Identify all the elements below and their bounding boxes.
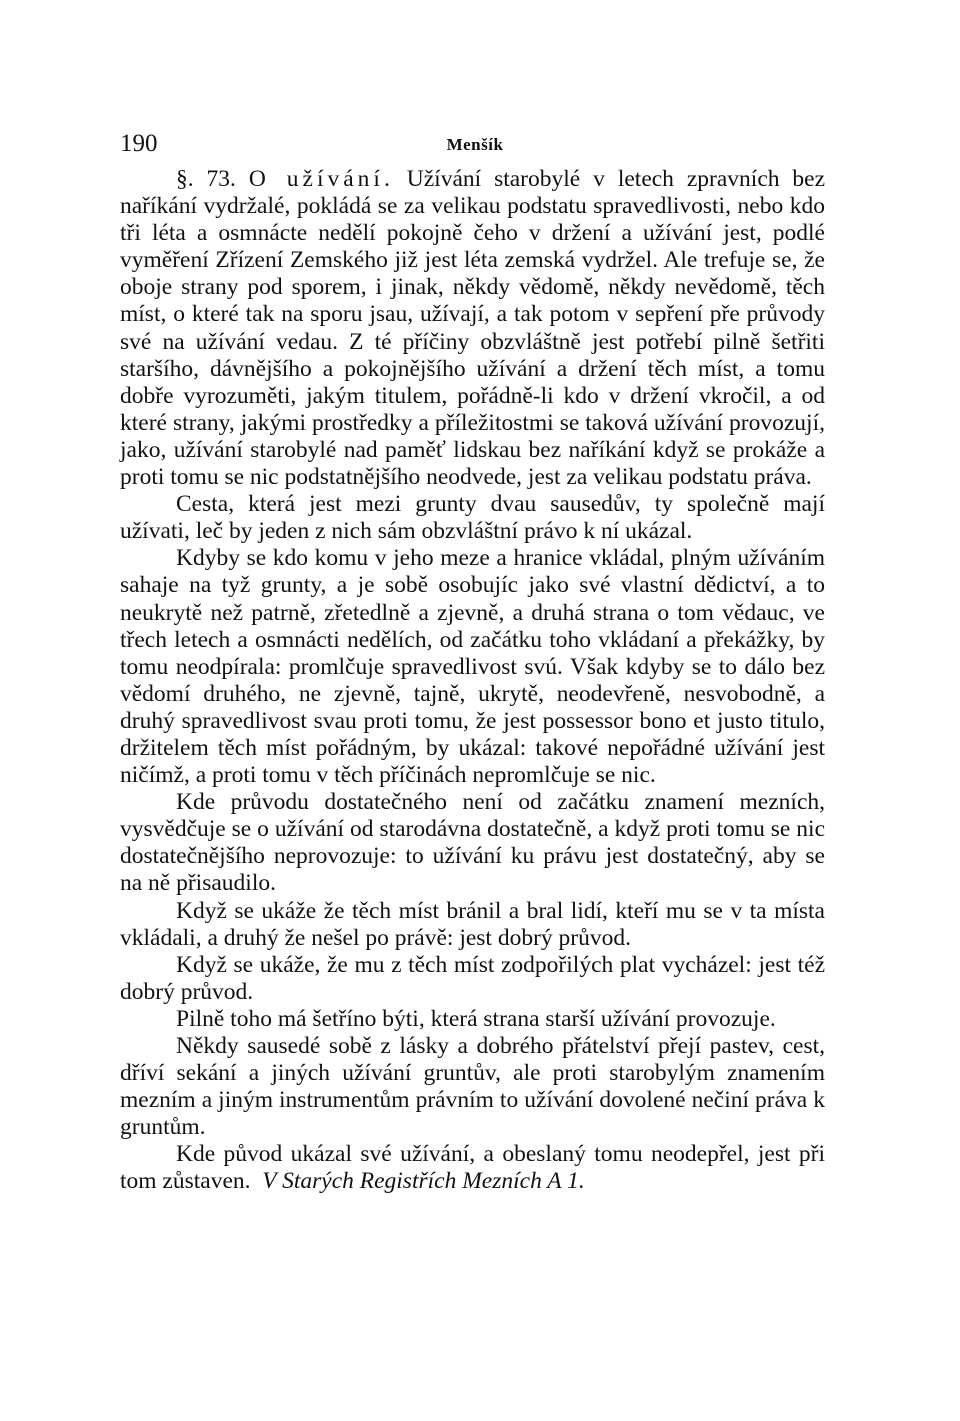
paragraph: Někdy sausedé sobě z lásky a dobrého přátelství přejí pastev, cest, dříví sekání a jiných užívání gruntův, ale proti starobylým znamením mezním a jiným instrumentům právním to užívání dovolené nečiní práva k gruntům.: [120, 1033, 825, 1141]
paragraph: Cesta, která jest mezi grunty dvau sausedův, ty společně mají užívati, leč by jeden z nich sám obzvláštní právo k ní ukázal.: [120, 491, 825, 545]
running-head: Menšík: [446, 135, 504, 154]
body-text: [120, 166, 825, 1196]
paragraph: Kdyby se kdo komu v jeho meze a hranice vkládal, plným užíváním sahaje na tyž grunty, a je sobě osobujíc jako své vlastní dědictví, a to neukrytě než patrně, zřetedlně a zjevně, a druhá strana o tom vědauc, ve třech letech a osmnácti nedělích, od začátku toho vkládaní a překážky, by tomu neodpírala: promlčuje spravedlivost svú. Však kdyby se to dálo bez vědomí druhého, ne zjevně, tajně, ukrytě, neodevřeně, nesvobodně, a druhý spravedlivost svau proti tomu, že jest possessor bono et justo titulo, držitelem těch míst pořádným, by ukázal: takové nepořádné užívání jest ničímž, a proti tomu v těch příčinách nepromlčuje se nic.: [120, 545, 825, 789]
paragraph: Když se ukáže že těch míst bránil a bral lidí, kteří mu se v ta místa vkládali, a druhý že nešel po právě: jest dobrý průvod.: [120, 897, 825, 951]
source-citation: V Starých Registřích Mezních A 1.: [262, 1168, 585, 1195]
paragraph: Pilně toho má šetříno býti, která strana starší užívání provozuje.: [176, 1005, 776, 1032]
paragraph: Když se ukáže, že mu z těch míst zodpořilých plat vycházel: jest též dobrý průvod.: [120, 951, 825, 1005]
page-number: 190: [120, 130, 158, 157]
final-paragraph: [120, 1141, 825, 1195]
page-header: [120, 128, 830, 160]
paragraph: Kde průvodu dostatečného není od začátku znamení mezních, vysvědčuje se o užívání od starodávna dostatečně, a když proti tomu se nic dostatečnějšího neprovozuje: to užívání ku právu jest dostatečný, aby se na ně přisaudilo.: [120, 789, 825, 897]
section-marker: §. 73.: [176, 166, 236, 192]
final-paragraph-text: Kde původ ukázal své užívání, a obeslaný tomu neodepřel, jest při tom zůstaven.: [120, 1141, 825, 1195]
section-title: O užívání.: [248, 166, 394, 192]
section-lead-text: Užívání starobylé v letech zpravních bez naříkání vydržalé, pokládá se za velikau podstatu spravedlivosti, nebo kdo tři léta a osmnácte nedělí pokojně čeho v držení a užívání jest, podlé vyměření Zřízení Zemského již jest léta zemská vydržel. Ale trefuje se, že oboje strany pod sporem, i jinak, někdy vědomě, někdy nevědomě, těch míst, o které tak na sporu jsau, užívají, a tak potom v sepření pře průvody své na užívání vedau. Z té příčiny obzvláštně jest potřebí pilně šetřiti staršího, dávnějšího a pokojnějšího užívání a držení těch míst, a tomu dobře vyrozuměti, jakým titulem, pořádně-li kdo v držení vkročil, a od které strany, jakými prostředky a příležitostmi se taková užívání provozují, jako, užívání starobylé nad paměť lidskau bez naříkání když se prokáže a proti tomu se nic podstatnějšího neodvede, jest za velikau podstatu práva.: [120, 166, 826, 491]
section-paragraph: [120, 166, 825, 491]
